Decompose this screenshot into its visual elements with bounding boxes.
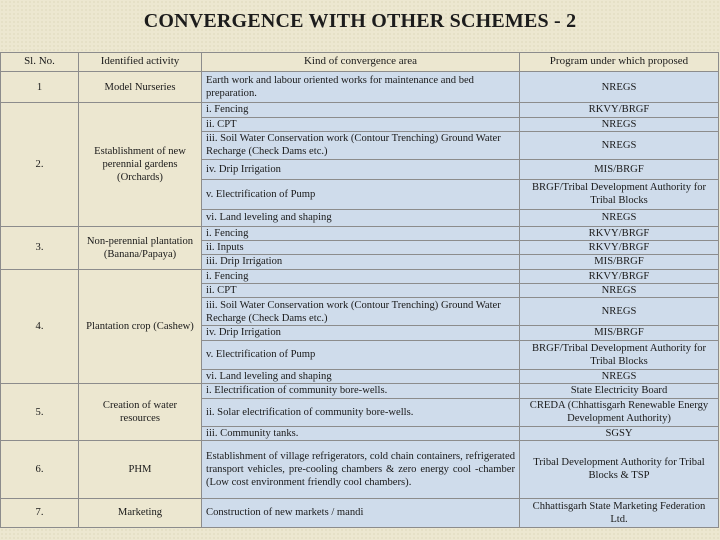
program-cell: SGSY	[520, 426, 719, 440]
program-cell: MIS/BRGF	[520, 326, 719, 340]
kind-cell: i. Fencing	[202, 103, 520, 117]
program-cell: CREDA (Chhattisgarh Renewable Energy Development Authority)	[520, 398, 719, 426]
activity-cell: Marketing	[79, 498, 202, 527]
program-cell: BRGF/Tribal Development Authority for Tribal Blocks	[520, 340, 719, 369]
header-program: Program under which proposed	[520, 53, 719, 72]
kind-cell: iii. Drip Irrigation	[202, 255, 520, 269]
kind-cell: ii. CPT	[202, 117, 520, 131]
sl-no-cell: 2.	[1, 103, 79, 226]
kind-cell: iii. Community tanks.	[202, 426, 520, 440]
kind-cell: i. Fencing	[202, 269, 520, 283]
sl-no-cell: 5.	[1, 384, 79, 441]
kind-cell: Earth work and labour oriented works for maintenance and bed preparation.	[202, 72, 520, 103]
kind-cell: vi. Land leveling and shaping	[202, 369, 520, 383]
sl-no-cell: 3.	[1, 226, 79, 269]
table-row	[1, 384, 719, 398]
page-title: CONVERGENCE WITH OTHER SCHEMES - 2	[143, 10, 577, 32]
activity-cell: Creation of water resources	[79, 384, 202, 441]
kind-cell: ii. Solar electrification of community bore-wells.	[202, 398, 520, 426]
table-row	[1, 441, 719, 499]
kind-cell: ii. Inputs	[202, 241, 520, 255]
table-row	[1, 498, 719, 527]
program-cell: NREGS	[520, 131, 719, 159]
program-cell: NREGS	[520, 283, 719, 297]
program-cell: RKVY/BRGF	[520, 269, 719, 283]
activity-cell: Establishment of new perennial gardens (Orchards)	[79, 103, 202, 226]
program-cell: NREGS	[520, 117, 719, 131]
kind-cell: iii. Soil Water Conservation work (Contour Trenching) Ground Water Recharge (Check Dams etc.)	[202, 131, 520, 159]
kind-cell: v. Electrification of Pump	[202, 180, 520, 209]
kind-cell: iii. Soil Water Conservation work (Contour Trenching) Ground Water Recharge (Check Dams etc.)	[202, 298, 520, 326]
program-cell: NREGS	[520, 369, 719, 383]
kind-cell: i. Electrification of community bore-wells.	[202, 384, 520, 398]
table-row	[1, 103, 719, 117]
program-cell: NREGS	[520, 298, 719, 326]
program-cell: RKVY/BRGF	[520, 241, 719, 255]
kind-cell: vi. Land leveling and shaping	[202, 209, 520, 226]
convergence-table	[0, 52, 719, 528]
program-cell: Chhattisgarh State Marketing Federation Ltd.	[520, 498, 719, 527]
header-activity: Identified activity	[79, 53, 202, 72]
kind-cell: ii. CPT	[202, 283, 520, 297]
program-cell: BRGF/Tribal Development Authority for Tribal Blocks	[520, 180, 719, 209]
sl-no-cell: 6.	[1, 441, 79, 499]
kind-cell: Establishment of village refrigerators, cold chain containers, refrigerated transport vehicles, pre-cooling chambers & zero energy cool -chamber (Low cost environment friendly cool chambers).	[202, 441, 520, 499]
program-cell: RKVY/BRGF	[520, 103, 719, 117]
activity-cell: PHM	[79, 441, 202, 499]
program-cell: NREGS	[520, 209, 719, 226]
program-cell: RKVY/BRGF	[520, 226, 719, 240]
sl-no-cell: 7.	[1, 498, 79, 527]
kind-cell: v. Electrification of Pump	[202, 340, 520, 369]
program-cell: NREGS	[520, 72, 719, 103]
program-cell: Tribal Development Authority for Tribal Blocks & TSP	[520, 441, 719, 499]
table-row	[1, 269, 719, 283]
header-row	[1, 53, 719, 72]
kind-cell: Construction of new markets / mandi	[202, 498, 520, 527]
kind-cell: iv. Drip Irrigation	[202, 160, 520, 180]
table-row	[1, 226, 719, 240]
sl-no-cell: 1	[1, 72, 79, 103]
header-kind: Kind of convergence area	[202, 53, 520, 72]
activity-cell: Non-perennial plantation (Banana/Papaya)	[79, 226, 202, 269]
kind-cell: i. Fencing	[202, 226, 520, 240]
program-cell: MIS/BRGF	[520, 160, 719, 180]
table-row	[1, 72, 719, 103]
kind-cell: iv. Drip Irrigation	[202, 326, 520, 340]
program-cell: MIS/BRGF	[520, 255, 719, 269]
sl-no-cell: 4.	[1, 269, 79, 384]
activity-cell: Model Nurseries	[79, 72, 202, 103]
header-sl-no: Sl. No.	[1, 53, 79, 72]
activity-cell: Plantation crop (Cashew)	[79, 269, 202, 384]
program-cell: State Electricity Board	[520, 384, 719, 398]
